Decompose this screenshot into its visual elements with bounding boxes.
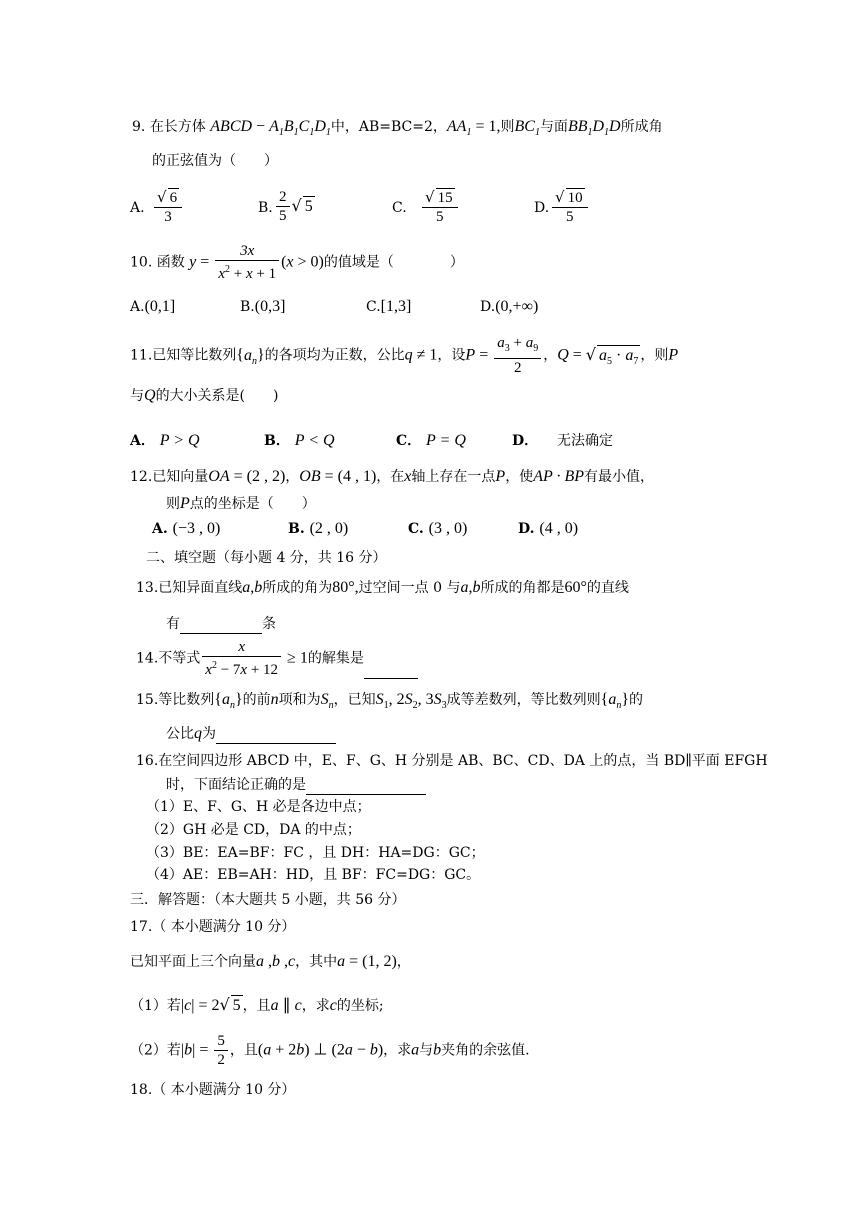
q9-option-d: D. <box>534 200 550 216</box>
q15-line2: 公比q为 <box>166 724 336 744</box>
q10-option-c: C.[1,3] <box>366 298 412 315</box>
math-cuboid: ABCD <box>210 118 253 135</box>
q12-line2: 则P点的坐标是（ ） <box>166 495 316 512</box>
q16-line2: 时，下面结论正确的是 <box>166 775 426 795</box>
q14-line: 14.不等式 $\frac{x}{x^2 - 7x + 12}$ ≥ 1的解集是 <box>136 638 418 678</box>
q17-part2: （2）若|b| = $\frac{5}{2}$ ，且(a + 2b) ⊥ (2a − b)，求a与b夹角的余弦值. <box>130 1033 530 1068</box>
q12-option-d: D. (4 , 0) <box>518 520 579 537</box>
section-fill-in-title: 二、填空题（每小题 4 分，共 16 分） <box>146 550 387 566</box>
q13-line2: 有 条 <box>166 616 276 632</box>
q13-line1: 13.已知异面直线a,b所成的角为80°,过空间一点 0 与a,b所成的角都是60°的直线 <box>136 579 629 596</box>
q9-line1: 9. 在长方体 ABCD − $A_1B_1C_1D_1$中，AB=BC=2，$AA_1 = 1$,则$BC_1$与面$BB_1D_1D$所成角 <box>132 118 663 139</box>
q14-answer-blank[interactable] <box>364 662 418 679</box>
q16-item-3: （3）BE：EA=BF：FC ，且 DH：HA=DG：GC； <box>146 845 485 861</box>
q9-option-a: A. <box>130 200 145 216</box>
q11-line2: 与Q的大小关系是( ) <box>130 387 279 404</box>
q15-line1: 15.等比数列$\{a_n\}$的前n项和为$S_n$，已知$S_1$, $2S_2$, $3S_3$成等差数列，等比数列则$\{a_n\}$的 <box>136 691 644 712</box>
q10-option-d: D.(0,+∞) <box>480 298 539 315</box>
q9-line2: 的正弦值为（ ） <box>152 153 278 169</box>
q12-line1: 12.已知向量OA = (2 , 2)，OB = (4 , 1)，在x轴上存在一点P，使AP · BP有最小值， <box>130 468 654 485</box>
q16-item-2: （2）GH 必是 CD，DA 的中点； <box>146 822 361 838</box>
section-solve-title: 三．解答题：（本大题共 5 小题，共 56 分） <box>130 892 406 908</box>
q10-fraction: $\frac{3x}{x^2 + x + 1}$ <box>215 242 279 283</box>
q16-item-4: （4）AE：EB=AH：HD，且 BF：FC=DG：GC。 <box>146 867 481 883</box>
q10-option-b: B.(0,3] <box>240 298 286 315</box>
q12-option-c: C. (3 , 0) <box>408 520 468 537</box>
q9-option-b: B. <box>258 200 273 216</box>
q11-option-a: A． P > Q <box>130 432 200 449</box>
q17-stem: 已知平面上三个向量a ,b ,c，其中a = (1, 2)， <box>130 953 411 970</box>
q16-item-1: （1）E、F、G、H 必是各边中点； <box>146 799 371 815</box>
q9-option-c: C. <box>392 200 407 216</box>
q10-option-a: A.(0,1] <box>130 298 176 315</box>
q10-line1: 10. 函数 y = $\frac{3x}{x^2 + x + 1}$ (x > 0)的值域是（ ） <box>130 243 464 282</box>
q11-option-b: B． P < Q <box>264 432 335 449</box>
q16-answer-blank[interactable] <box>306 778 426 795</box>
q11-option-c: C． P = Q <box>396 432 466 449</box>
q11-option-d: D． 无法确定 <box>512 433 614 449</box>
q17-header: 17.（ 本小题满分 10 分） <box>130 919 296 935</box>
q17-part1: （1）若|c| = 2√ 5 ，且a ∥ c，求c的坐标; <box>130 995 384 1014</box>
q18-header: 18.（ 本小题满分 10 分） <box>130 1082 296 1098</box>
q15-answer-blank[interactable] <box>216 727 336 744</box>
q12-option-a: A. (−3 , 0) <box>152 520 221 537</box>
q13-answer-blank[interactable] <box>180 617 262 634</box>
q9-options: A. $\frac{√ 6}{3}$ B. $\frac{2}{5}$ √ 5 C. $\frac{√ 15}{5}$ D. $\frac{√ 10}{5}$ <box>130 188 730 228</box>
q12-option-b: B. (2 , 0) <box>288 520 349 537</box>
q16-line1: 16.在空间四边形 ABCD 中，E、F、G、H 分别是 AB、BC、CD、DA 上的点，当 BD∥平面 EFGH <box>136 753 768 769</box>
q11-line1: 11.已知等比数列$\{a_n\}$的各项均为正数，公比q ≠ 1，设P = $\frac{a_3 + a_9}{2}$ ，Q = √ $a_5 \cdot a_7$ ，则P <box>130 335 679 376</box>
